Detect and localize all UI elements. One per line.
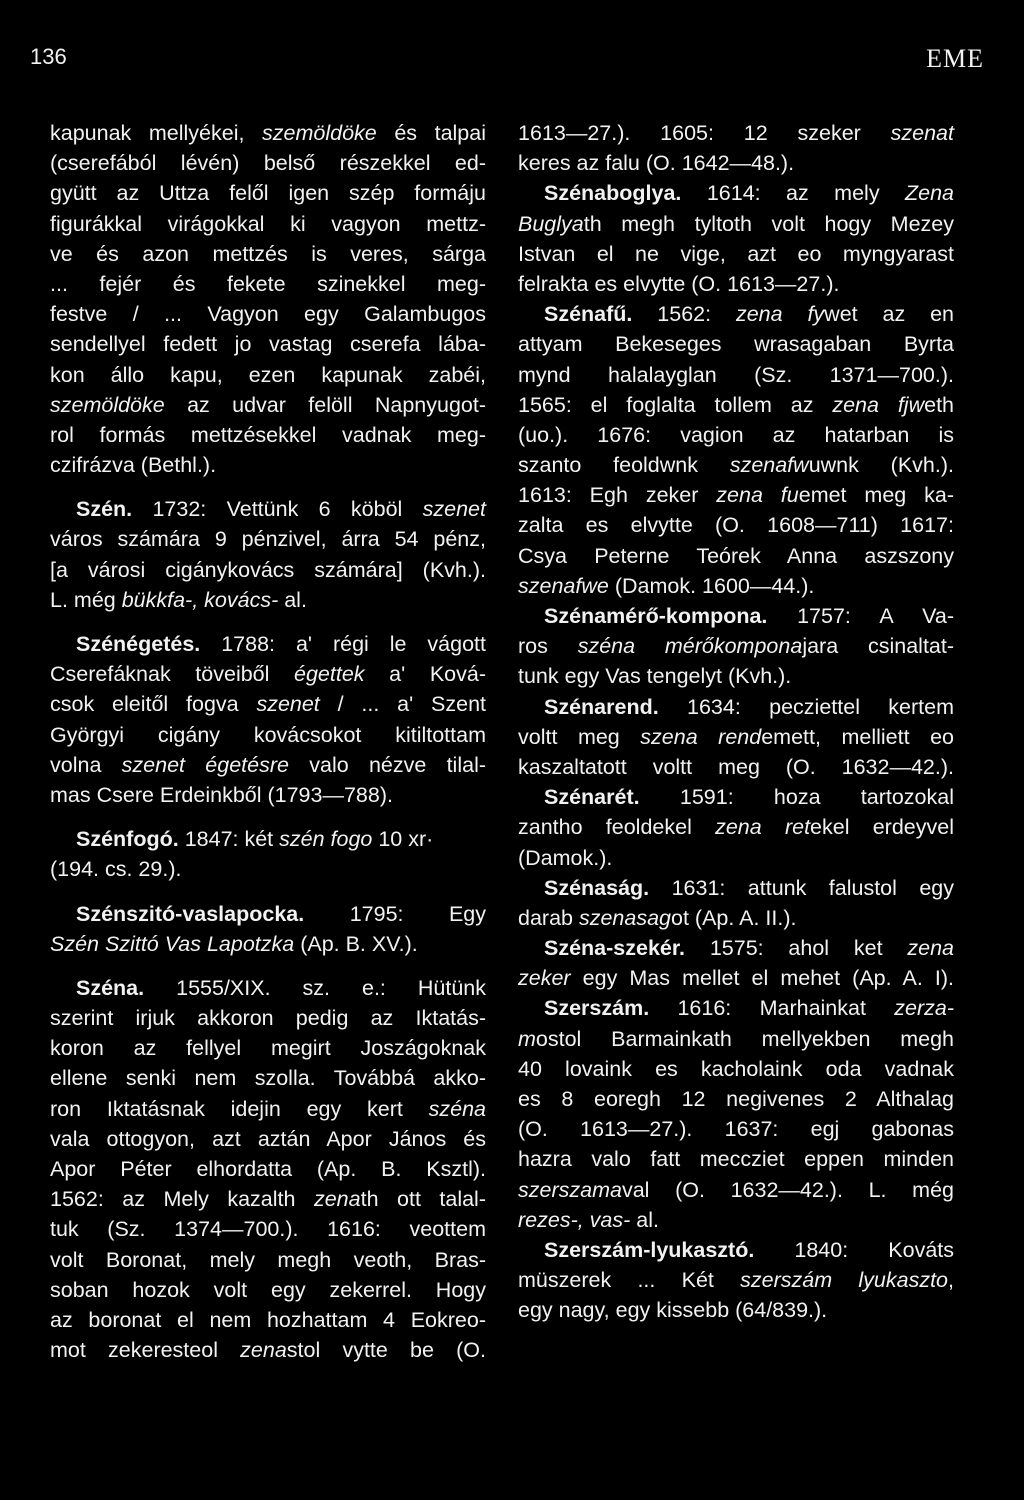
text-line: ellene senki nem szolla. Továbbá akko- [50,1066,486,1091]
text-line: szerszamaval (O. 1632—42.). L. még [518,1177,954,1202]
text-line: Szén. 1732: Vettünk 6 köböl szenet [76,497,486,522]
text-line: Szénszitó-vaslapocka. 1795: Egy [76,901,486,926]
text-line: darab szenasagot (Ap. A. II.). [518,905,797,930]
text-line: Szénaság. 1631: attunk falustol egy [544,875,954,900]
text-line: 1613—27.). 1605: 12 szeker szenat [518,121,954,145]
text-line: (Damok.). [518,845,613,870]
text-line: Csya Peterne Teórek Anna aszszony [518,543,954,568]
text-line: 1565: el foglalta tollem az zena fjweth [518,392,954,417]
text-line: Szénégetés. 1788: a' régi le vágott [76,632,486,656]
text-line: egy nagy, egy kissebb (64/839.). [518,1298,828,1323]
text-line: szanto feoldwnk szenafwuwnk (Kvh.). [518,453,954,478]
text-line: L. még bükkfa-, kovács- al. [50,587,307,612]
text-line: Szerszám. 1616: Marhainkat zerza- [544,996,954,1021]
text-line: ron Iktatásnak idejin egy kert széna [50,1096,486,1121]
text-line: Cserefáknak töveiből égettek a' Ková- [50,662,486,687]
text-line: soban hozok volt egy zekerrel. Hogy [50,1277,486,1302]
text-line: Szénaboglya. 1614: az mely Zena [544,181,954,206]
page-number: 136 [30,44,67,69]
text-line: tuk (Sz. 1374—700.). 1616: veottem [50,1217,486,1242]
text-line: Szerszám-lyukasztó. 1840: Kováts [544,1237,954,1262]
text-line: kon állo kapu, ezen kapunak zabéi, [50,362,486,387]
text-line: Apor Péter elhordatta (Ap. B. Ksztl). [50,1157,486,1181]
text-line: felrakta es elvytte (O. 1613—27.). [518,271,840,296]
text-line: Széna. 1555/XIX. sz. e.: Hütünk [76,975,486,1000]
left-column [50,118,486,1365]
text-line: Györgyi cigány kovácsokot kitiltottam [50,722,486,747]
text-line: (194. cs. 29.). [50,857,182,882]
text-line: Szénarend. 1634: pecziettel kertem [544,694,954,719]
text-line: az boronat el nem hozhattam 4 Eokreo- [50,1307,486,1332]
text-line: Széna-szekér. 1575: ahol ket zena [544,936,954,961]
text-line: (cserefából lévén) belső részekkel ed- [50,151,486,176]
text-line: Szénafű. 1562: zena fywet az en [544,302,954,327]
text-line: szemöldöke az udvar felöll Napnyugot- [50,392,486,417]
text-line: (uo.). 1676: vagion az hatarban is [518,422,954,447]
text-line: (O. 1613—27.). 1637: egj gabonas [518,1117,954,1142]
text-line: zeker egy Mas mellet el mehet (Ap. A. I). [518,966,954,991]
text-line: ve és azon mettzés is veres, sárga [50,241,486,266]
text-line: es 8 eoregh 12 negivenes 2 Althalag [518,1087,954,1111]
text-line: tunk egy Vas tengelyt (Kvh.). [518,664,792,689]
paragraph-gap [50,959,486,973]
text-line: kapunak mellyékei, szemöldöke és talpai [50,121,486,145]
text-line: Szénarét. 1591: hoza tartozokal [544,785,954,810]
paragraph-gap [50,615,486,629]
text-line: koron az fellyel megirt Joszágoknak [50,1036,486,1061]
paragraph-gap [50,480,486,494]
text-line: voltt meg szena rendemett, melliett eo [518,724,954,749]
page-header [30,44,994,84]
right-column [518,118,954,1326]
text-line: mostol Barmainkath mellyekben megh [518,1026,954,1051]
text-line: mot zekeresteol zenastol vytte be (O. [50,1338,486,1363]
text-line: volna szenet égetésre valo nézve tilal- [50,752,487,777]
text-line: 40 lovaink es kacholaink oda vadnak [518,1056,954,1081]
text-line: Buglyath megh tyltoth volt hogy Mezey [518,211,954,236]
text-line: [a városi cigánykovács számára] (Kvh.). [50,557,486,582]
text-line: kaszaltatott voltt meg (O. 1632—42.). [518,754,954,779]
text-line: ... fejér és fekete szinekkel meg- [50,271,486,296]
text-line: müszerek ... Két szerszám lyukaszto, [518,1268,954,1293]
text-line: hazra valo fatt meccziet eppen minden [518,1147,954,1172]
text-line: volt Boronat, mely megh veoth, Bras- [50,1247,486,1272]
text-line: festve / ... Vagyon egy Galambugos [50,302,486,327]
text-line: Szénfogó. 1847: két szén fogo 10 xr· [76,827,434,852]
text-line: rol formás mettzésekkel vadnak meg- [50,422,486,447]
text-line: keres az falu (O. 1642—48.). [518,151,795,176]
text-line: Istvan el ne vige, azt eo myngyarast [518,241,954,266]
text-line: 1562: az Mely kazalth zenath ott talal- [50,1187,486,1212]
text-line: Szénamérő-kompona. 1757: A Va- [544,604,954,628]
text-line: mynd halalayglan (Sz. 1371—700.). [518,362,954,387]
text-line: rezes-, vas- al. [518,1207,659,1232]
running-head: EME [926,44,984,73]
text-line: attyam Bekeseges wrasagaban Byrta [518,332,954,357]
text-line: gyütt az Uttza felől igen szép formáju [50,181,486,206]
text-line: város számára 9 pénzivel, árra 54 pénz, [50,527,486,552]
text-line: zalta es elvytte (O. 1608—711) 1617: [518,513,954,538]
text-line: mas Csere Erdeinkből (1793—788). [50,782,393,807]
text-line: czifrázva (Bethl.). [50,453,217,478]
text-line: figurákkal virágokkal ki vagyon mettz- [50,211,486,236]
text-line: 1613: Egh zeker zena fuemet meg ka- [518,483,954,508]
text-line: ros széna mérőkomponajara csinaltat- [518,634,955,659]
text-line: zantho feoldekel zena retekel erdeyvel [518,815,954,840]
text-line: szenafwe (Damok. 1600—44.). [518,573,815,598]
paragraph-gap [50,810,486,824]
text-line: csok eleitől fogva szenet / ... a' Szent [50,692,486,717]
text-line: szerint irjuk akkoron pedig az Iktatás- [50,1006,486,1031]
paragraph-gap [50,885,486,899]
text-line: sendellyel fedett jo vastag cserefa lába- [50,332,486,357]
text-line: vala ottogyon, azt aztán Apor János és [50,1126,486,1151]
text-line: Szén Szittó Vas Lapotzka (Ap. B. XV.). [50,931,418,956]
